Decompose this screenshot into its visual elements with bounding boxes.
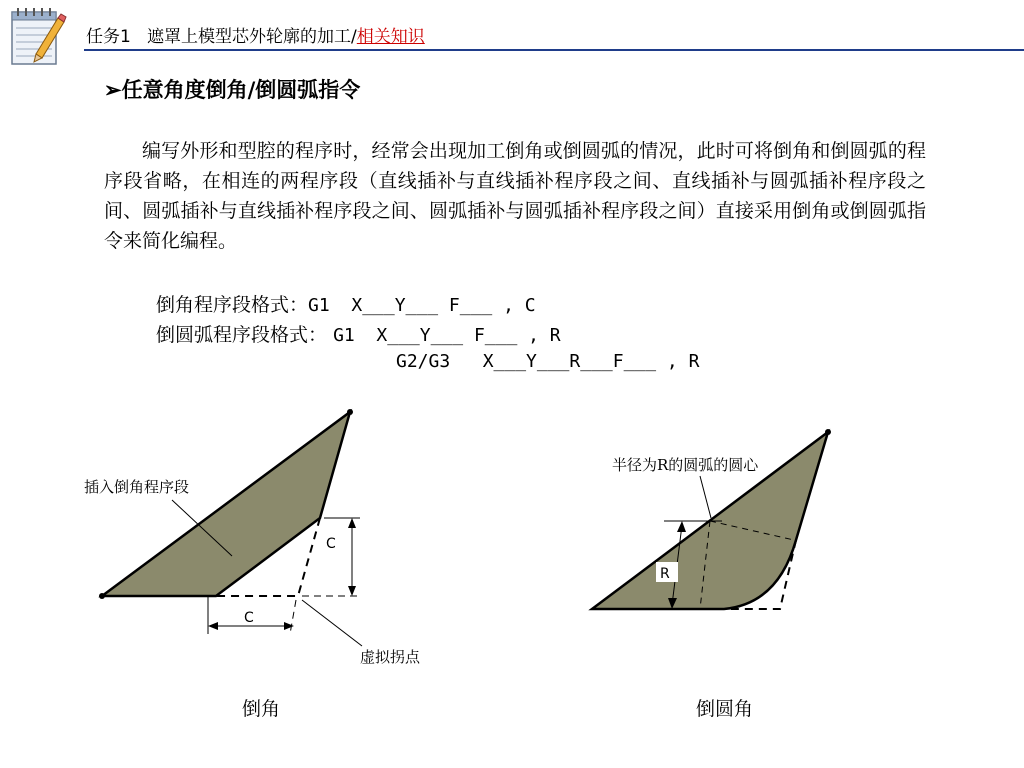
header-task: 任务1 — [86, 27, 131, 47]
chamfer-format-line — [156, 290, 536, 317]
chamfer-endpoint-left — [99, 593, 105, 599]
round-format-line — [156, 320, 561, 347]
dim-r-label: R — [660, 566, 670, 582]
body-paragraph: 编写外形和型腔的程序时，经常会出现加工倒角或倒圆弧的情况，此时可将倒角和倒圆弧的程序段省略，在相连的两程序段（直线插补与直线插补程序段之间、直线插补与圆弧插补程序段之间、圆弧插补与直线插补程序段之间、圆弧插补与圆弧插补程序段之间）直接采用倒角或倒圆弧指令来简化编程。 — [104, 140, 926, 252]
round-format-code-1: G1 X___Y___ F___ , R — [333, 325, 561, 346]
dim-c-vertical-label: C — [326, 536, 336, 552]
round-format-line-2 — [396, 350, 699, 372]
chamfer-format-code: G1 X___Y___ F___ , C — [308, 295, 536, 316]
dim-c-horizontal-label: C — [244, 610, 254, 626]
round-format-code-2: G2/G3 X___Y___R___F___ , R — [396, 351, 700, 372]
header-divider — [84, 49, 1024, 51]
arc-center-label: 半径为R的圆弧的圆心 — [612, 456, 759, 474]
chamfer-caption: 倒角 — [242, 698, 281, 720]
virtual-vertex-label: 虚拟拐点 — [360, 648, 421, 666]
header-related-knowledge-link[interactable]: 相关知识 — [356, 27, 425, 47]
round-format-label: 倒圆弧程序段格式： — [156, 324, 328, 346]
round-corner-diagram — [592, 429, 831, 609]
chamfer-endpoint-top — [347, 409, 353, 415]
section-title: ➢任意角度倒角/倒圆弧指令 — [104, 77, 361, 102]
notepad-pencil-icon — [6, 2, 68, 68]
page-header — [86, 22, 425, 47]
arc-center-leader — [700, 476, 711, 518]
chamfer-shape — [102, 412, 350, 596]
chamfer-round-diagrams — [0, 390, 1024, 710]
chamfer-diagram — [84, 409, 421, 666]
round-corner-caption: 倒圆角 — [696, 698, 754, 720]
insert-chamfer-label: 插入倒角程序段 — [84, 478, 190, 496]
round-endpoint-top — [825, 429, 831, 435]
virtual-vertex-leader — [302, 600, 362, 646]
header-title: 遮罩上模型芯外轮廓的加工/ — [147, 27, 357, 47]
chamfer-format-label: 倒角程序段格式： — [156, 294, 309, 316]
